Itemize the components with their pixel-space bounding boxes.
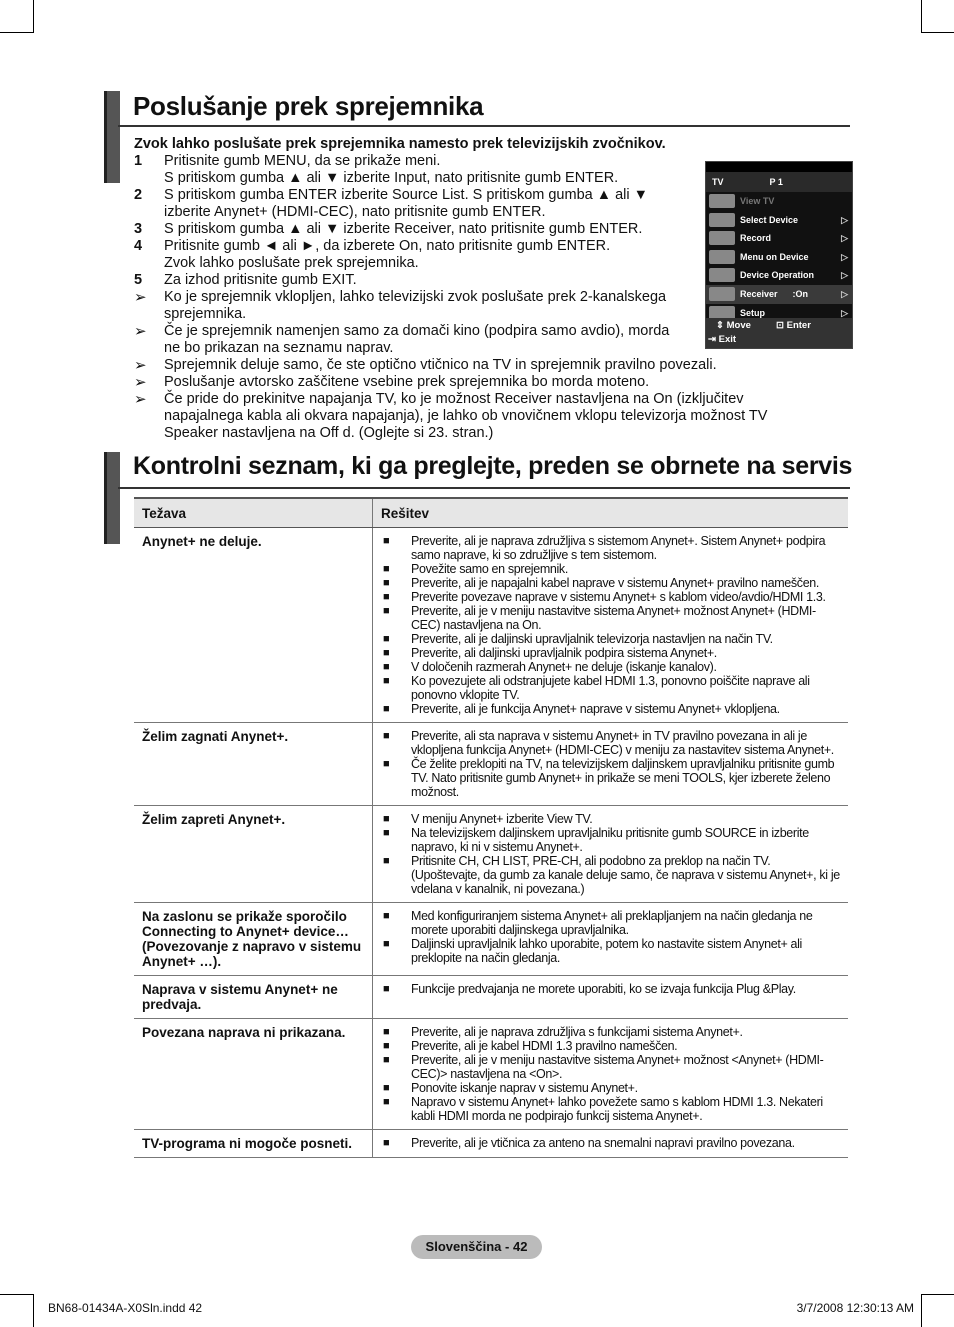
- device-icon: [709, 231, 735, 245]
- solution-text: Povežite samo en sprejemnik.: [411, 562, 568, 576]
- problem-cell: Želim zapreti Anynet+.: [134, 806, 373, 903]
- menu-item: [706, 266, 852, 285]
- page-number-badge: Slovenščina - 42: [411, 1235, 542, 1259]
- solution-item: [383, 937, 840, 965]
- solution-text: Preverite, ali je funkcija Anynet+ naprave v sistemu Anynet+ vklopljena.: [411, 702, 780, 716]
- col-solution: Rešitev: [373, 498, 849, 528]
- solution-text: Na televizijskem daljinskem upravljalniku pritisnite gumb SOURCE in izberite napravo, ki ni v sistemu Anynet+.: [411, 826, 809, 854]
- problem-cell: TV-programa ni mogoče posneti.: [134, 1130, 373, 1158]
- crop-mark: [33, 0, 34, 33]
- solution-item: [383, 534, 840, 562]
- solution-item: [383, 1053, 840, 1081]
- solution-text: Preverite, ali je vtičnica za anteno na snemalni napravi pravilno povezana.: [411, 1136, 795, 1150]
- bullet-icon: ■: [383, 730, 390, 742]
- note-arrow-icon: ➢: [134, 289, 147, 306]
- crop-mark: [921, 32, 954, 33]
- menu-item: [706, 211, 852, 230]
- solution-item: [383, 812, 840, 826]
- solution-text: Preverite povezave naprave v sistemu Anynet+ s kablom video/avdio/HDMI 1.3.: [411, 590, 826, 604]
- col-problem: Težava: [134, 498, 373, 528]
- solution-item: [383, 646, 840, 660]
- bullet-icon: ■: [383, 813, 390, 825]
- solution-item: [383, 729, 840, 757]
- solution-text: Preverite, ali je kabel HDMI 1.3 pravilno nameščen.: [411, 1039, 678, 1053]
- table-row: [134, 806, 848, 903]
- solution-item: [383, 562, 840, 576]
- solution-cell: [373, 903, 849, 976]
- solution-cell: [373, 1130, 849, 1158]
- crop-mark: [921, 1294, 922, 1327]
- problem-cell: Anynet+ ne deluje.: [134, 528, 373, 723]
- menu-item-label: Receiver :On: [740, 288, 809, 299]
- title-rule: [118, 125, 850, 127]
- solution-text: Funkcije predvajanja ne morete uporabiti, ko se izvaja funkcija Plug &Play.: [411, 982, 796, 996]
- chevron-right-icon: ▷: [841, 307, 848, 318]
- solution-text: Pritisnite CH, CH LIST, PRE-CH, ali podobno za preklop na način TV. (Upoštevajte, da gumb za kanale deluje samo, če naprava v sistemu Anynet+, ki je vdelana v kanalnik, ni povezana.): [411, 854, 840, 896]
- problem-cell: Na zaslonu se prikaže sporočilo Connecting to Anynet+ device… (Povezovanje z napravo v sistemu Anynet+ …).: [134, 903, 373, 976]
- note-text: Če je sprejemnik namenjen samo za domači kino (podpira samo avdio), morda: [164, 323, 670, 339]
- bullet-icon: ■: [383, 827, 390, 839]
- crop-mark: [921, 1294, 954, 1295]
- menu-item-label: Setup: [740, 307, 766, 318]
- step-text: S pritiskom gumba ▲ ali ▼ izberite Receiver, nato pritisnite gumb ENTER.: [164, 221, 643, 237]
- print-date: 3/7/2008 12:30:13 AM: [796, 1301, 914, 1315]
- bullet-icon: ■: [383, 910, 390, 922]
- solution-cell: [373, 976, 849, 1019]
- solution-item: [383, 1025, 840, 1039]
- step-number: 1: [134, 153, 143, 169]
- solution-item: [383, 1136, 840, 1150]
- menu-item: [706, 229, 852, 248]
- solution-cell: [373, 723, 849, 806]
- solution-item: [383, 1095, 840, 1123]
- note-arrow-icon: ➢: [134, 374, 147, 391]
- step-number: 2: [134, 187, 143, 203]
- note-text: Speaker nastavljena na Off d. (Oglejte si 23. stran.): [164, 425, 494, 441]
- bullet-icon: ■: [383, 675, 390, 687]
- solution-text: Preverite, ali daljinski upravljalnik podpira sistema Anynet+.: [411, 646, 717, 660]
- bullet-icon: ■: [383, 605, 390, 617]
- solution-cell: [373, 1019, 849, 1130]
- solution-cell: [373, 528, 849, 723]
- move-label: ⇕ Move: [716, 320, 751, 331]
- menu-item: [706, 192, 852, 211]
- menu-footer: [706, 318, 852, 348]
- menu-header-source: TV: [712, 177, 724, 187]
- chevron-right-icon: ▷: [841, 270, 848, 281]
- step-text: S pritiskom gumba ENTER izberite Source List. S pritiskom gumba ▲ ali ▼: [164, 187, 649, 203]
- step-text: Za izhod pritisnite gumb EXIT.: [164, 272, 357, 288]
- intro-text: Zvok lahko poslušate prek sprejemnika namesto prek televizijskih zvočnikov.: [134, 136, 666, 152]
- bullet-icon: ■: [383, 983, 390, 995]
- solution-text: Preverite, ali je naprava združljiva s funkcijami sistema Anynet+.: [411, 1025, 743, 1039]
- bullet-icon: ■: [383, 1082, 390, 1094]
- bullet-icon: ■: [383, 577, 390, 589]
- menu-header-channel: P 1: [769, 177, 783, 187]
- device-icon: [709, 194, 735, 208]
- menu-item: [706, 285, 852, 304]
- table-row: [134, 528, 848, 723]
- step-number: 3: [134, 221, 143, 237]
- crop-mark: [33, 1294, 34, 1327]
- note-arrow-icon: ➢: [134, 357, 147, 374]
- step-number: 5: [134, 272, 143, 288]
- solution-item: [383, 604, 840, 632]
- solution-text: Preverite, ali je napajalni kabel naprave v sistemu Anynet+ pravilno nameščen.: [411, 576, 820, 590]
- note-text: napajalnega kabla ali okvara napajanja), je lahko ob vnovičnem vklopu televizorja možnost TV: [164, 408, 768, 424]
- chevron-right-icon: ▷: [841, 233, 848, 244]
- bullet-icon: ■: [383, 535, 390, 547]
- device-icon: [709, 250, 735, 264]
- bullet-icon: ■: [383, 1040, 390, 1052]
- menu-item-label: Menu on Device: [740, 251, 809, 262]
- table-row: [134, 1019, 848, 1130]
- chevron-right-icon: ▷: [841, 214, 848, 225]
- solution-item: [383, 1039, 840, 1053]
- table-row: [134, 723, 848, 806]
- solution-item: [383, 982, 840, 996]
- solution-item: [383, 826, 840, 854]
- bullet-icon: ■: [383, 1026, 390, 1038]
- exit-label: ⇥ Exit: [708, 334, 737, 345]
- solution-text: V meniju Anynet+ izberite View TV.: [411, 812, 593, 826]
- crop-mark: [0, 32, 33, 33]
- solution-text: Ko povezujete ali odstranjujete kabel HDMI 1.3, ponovno poiščite naprave ali ponovno vklopite TV.: [411, 674, 810, 702]
- bullet-icon: ■: [383, 758, 390, 770]
- chevron-right-icon: ▷: [841, 288, 848, 299]
- note-text: Sprejemnik deluje samo, če ste optično vtičnico na TV in sprejemnik pravilno povezali.: [164, 357, 717, 373]
- solution-item: [383, 1081, 840, 1095]
- menu-item-label: Device Operation: [740, 270, 815, 281]
- bullet-icon: ■: [383, 1054, 390, 1066]
- table-header-row: [134, 498, 848, 528]
- bullet-icon: ■: [383, 938, 390, 950]
- solution-item: [383, 576, 840, 590]
- note-arrow-icon: ➢: [134, 323, 147, 340]
- note-text: Ko je sprejemnik vklopljen, lahko televizijski zvok poslušate prek 2-kanalskega: [164, 289, 667, 305]
- table-row: [134, 1130, 848, 1158]
- device-icon: [709, 213, 735, 227]
- bullet-icon: ■: [383, 563, 390, 575]
- bullet-icon: ■: [383, 703, 390, 715]
- step-text: Zvok lahko poslušate prek sprejemnika.: [164, 255, 419, 271]
- bullet-icon: ■: [383, 1096, 390, 1108]
- bullet-icon: ■: [383, 1137, 390, 1149]
- bullet-icon: ■: [383, 661, 390, 673]
- solution-text: Med konfiguriranjem sistema Anynet+ ali preklapljanjem na način gledanja ne morete uporabiti daljinskega upravljalnika.: [411, 909, 813, 937]
- solution-cell: [373, 806, 849, 903]
- menu-header: [706, 172, 852, 192]
- menu-item-label: View TV: [740, 196, 775, 206]
- menu-item: [706, 248, 852, 267]
- problem-cell: Naprava v sistemu Anynet+ ne predvaja.: [134, 976, 373, 1019]
- step-text: Pritisnite gumb ◄ ali ►, da izberete On, nato pritisnite gumb ENTER.: [164, 238, 611, 254]
- menu-item-label: Select Device: [740, 214, 799, 225]
- bullet-icon: ■: [383, 591, 390, 603]
- menu-items: [706, 192, 852, 322]
- table-row: [134, 903, 848, 976]
- chevron-right-icon: ▷: [841, 251, 848, 262]
- problem-cell: Želim zagnati Anynet+.: [134, 723, 373, 806]
- solution-text: Ponovite iskanje naprav v sistemu Anynet+.: [411, 1081, 638, 1095]
- step-text: S pritiskom gumba ▲ ali ▼ izberite Input, nato pritisnite gumb ENTER.: [164, 170, 619, 186]
- solution-text: Preverite, ali je daljinski upravljalnik televizorja nastavljen na način TV.: [411, 632, 773, 646]
- solution-text: Preverite, ali sta naprava v sistemu Anynet+ in TV pravilno povezana in ali je vklopljena funkcija Anynet+ (HDMI-CEC) v meniju za nastavitev sistema Anynet+.: [411, 729, 834, 757]
- solution-item: [383, 909, 840, 937]
- solution-item: [383, 854, 840, 896]
- title-rule: [118, 487, 850, 489]
- note-item: [134, 391, 814, 442]
- solution-text: V določenih razmerah Anynet+ ne deluje (iskanje kanalov).: [411, 660, 717, 674]
- note-arrow-icon: ➢: [134, 391, 147, 408]
- step-text: izberite Anynet+ (HDMI-CEC), nato pritisnite gumb ENTER.: [164, 204, 546, 220]
- note-text: Če pride do prekinitve napajanja TV, ko je možnost Receiver nastavljena na On (izključitev: [164, 391, 744, 407]
- solution-text: Preverite, ali je naprava združljiva s sistemom Anynet+. Sistem Anynet+ podpira samo naprave, ki so združljive s tem sistemom.: [411, 534, 826, 562]
- problem-cell: Povezana naprava ni prikazana.: [134, 1019, 373, 1130]
- section-bar: [101, 452, 120, 544]
- step-number: 4: [134, 238, 143, 254]
- section-title: Poslušanje prek sprejemnika: [133, 91, 484, 121]
- note-text: sprejemnika.: [164, 306, 247, 322]
- step-text: Pritisnite gumb MENU, da se prikaže meni.: [164, 153, 441, 169]
- crop-mark: [921, 0, 922, 33]
- bullet-icon: ■: [383, 647, 390, 659]
- anynet-menu-screenshot: [705, 161, 853, 349]
- note-text: ne bo prikazan na seznamu naprav.: [164, 340, 394, 356]
- section-title: Kontrolni seznam, ki ga preglejte, preden se obrnete na servis: [133, 452, 853, 480]
- solution-item: [383, 757, 840, 799]
- bullet-icon: ■: [383, 633, 390, 645]
- solution-item: [383, 674, 840, 702]
- solution-text: Preverite, ali je v meniju nastavitve sistema Anynet+ možnost Anynet+ (HDMI-CEC) nastavljena na On.: [411, 604, 816, 632]
- troubleshooting-table: [134, 497, 848, 1158]
- file-name: BN68-01434A-X0Sln.indd 42: [48, 1301, 203, 1315]
- device-icon: [709, 268, 735, 282]
- solution-item: [383, 632, 840, 646]
- section-bar: [101, 91, 120, 183]
- solution-text: Če želite preklopiti na TV, na televizijskem daljinskem upravljalniku pritisnite gumb TV. Nato pritisnite gumb Anynet+ in prikaže se meni TOOLS, kjer izberete želeno možnost.: [411, 757, 835, 799]
- bullet-icon: ■: [383, 855, 390, 867]
- solution-text: Preverite, ali je v meniju nastavitve sistema Anynet+ možnost <Anynet+ (HDMI-CEC)> nastavljena na <On>.: [411, 1053, 824, 1081]
- menu-item-label: Record: [740, 233, 772, 244]
- menu-top-strip: [706, 162, 852, 172]
- note-item: [134, 374, 814, 391]
- table-row: [134, 976, 848, 1019]
- enter-label: ⊡ Enter: [776, 320, 811, 331]
- note-item: [134, 357, 814, 374]
- crop-mark: [0, 1294, 33, 1295]
- solution-item: [383, 660, 840, 674]
- device-icon: [709, 287, 735, 301]
- note-text: Poslušanje avtorsko zaščitene vsebine prek sprejemnika bo morda moteno.: [164, 374, 650, 390]
- solution-item: [383, 590, 840, 604]
- solution-text: Daljinski upravljalnik lahko uporabite, potem ko nastavite sistem Anynet+ ali preklopite na način gledanja.: [411, 937, 802, 965]
- solution-text: Napravo v sistemu Anynet+ lahko povežete samo s kablom HDMI 1.3. Nekateri kabli HDMI morda ne podpirajo funkcij sistema Anynet+.: [411, 1095, 823, 1123]
- solution-item: [383, 702, 840, 716]
